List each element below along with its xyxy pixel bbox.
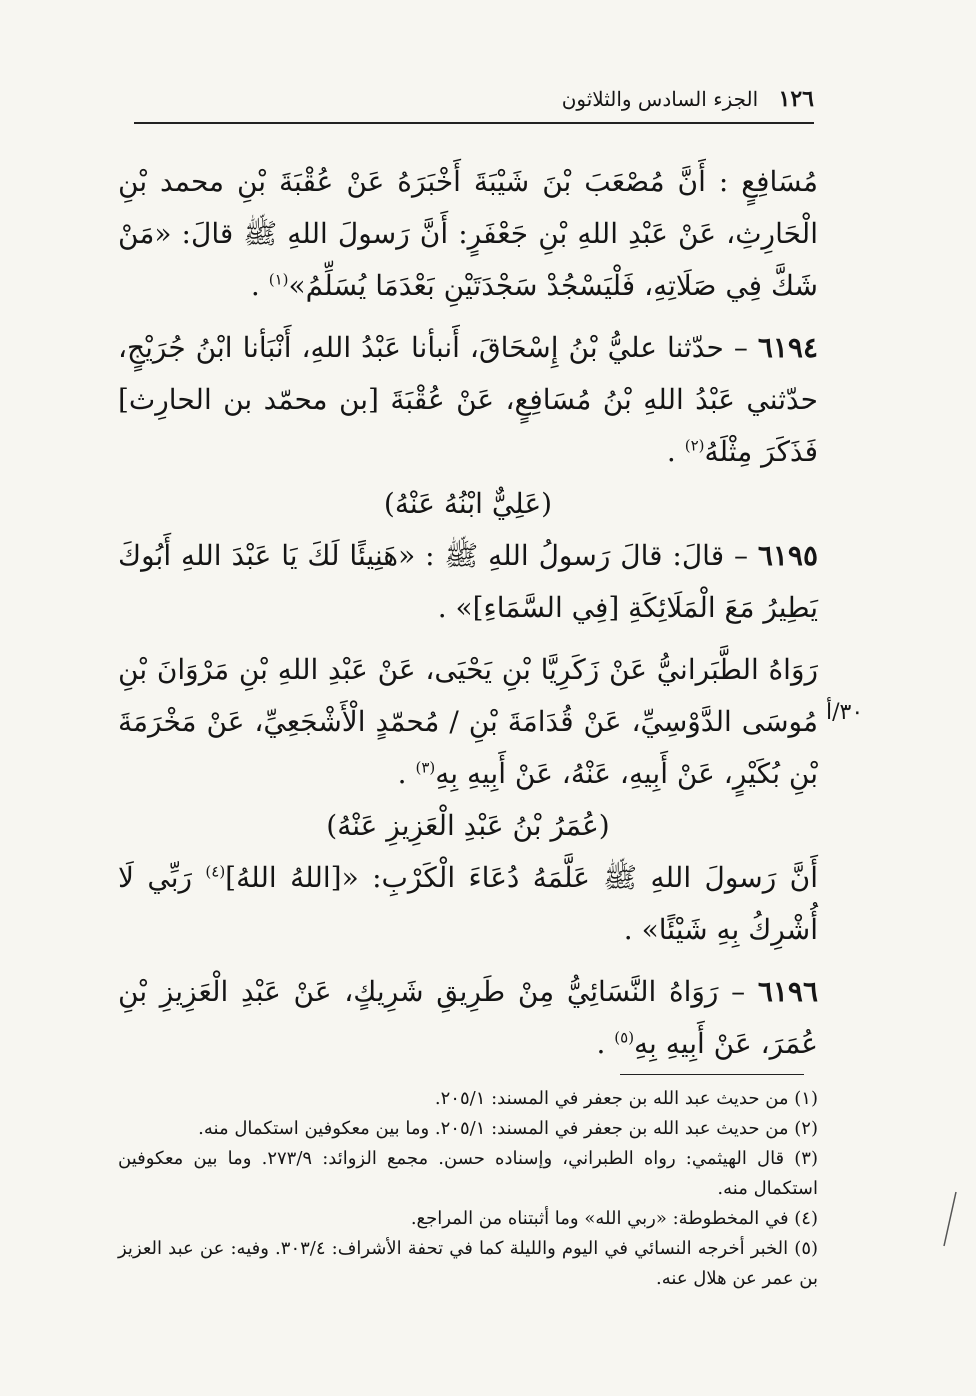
paragraph-text: مُسَافِعٍ : أَنَّ مُصْعَبَ بْنَ شَيْبَةَ أَخْبَرَهُ عَنْ عُقْبَةَ بْنِ محمد بْنِ الْحَارِثِ، عَنْ عَبْدِ اللهِ بْنِ جَعْفَرٍ: أَنَّ رَسولَ اللهِ ﷺ قالَ: «مَنْ شَكَّ فِي صَلَاتِهِ، فَلْيَسْجُدْ سَجْدَتَيْنِ بَعْدَمَا يُسَلِّمُ» (118, 165, 818, 302)
footnote: (٥) الخبر أخرجه النسائي في اليوم والليلة كما في تحفة الأشراف: ٣٠٣/٤. وفيه: عن عبد العزيز بن عمر عن هلال عنه. (118, 1238, 819, 1289)
punctuation: . (596, 1027, 615, 1060)
paragraph-continuation (118, 156, 818, 312)
supplication-paragraph (118, 852, 818, 956)
narration-paragraph (118, 644, 818, 800)
section-heading: (عَلِيٌّ ابْنُهُ عَنْهُ) (383, 487, 553, 520)
hadith-number: ٦١٩٥ (757, 539, 818, 572)
footnote-rule (620, 1074, 804, 1075)
scan-mark (940, 1190, 960, 1250)
running-header (134, 86, 814, 122)
hadith-number: ٦١٩٦ (757, 975, 818, 1008)
hadith-6194 (118, 322, 818, 478)
page-number: ١٢٦ (778, 86, 814, 112)
footnote-ref: (٤) (205, 862, 226, 881)
footnote-ref: (٢) (684, 436, 705, 455)
manuscript-folio-marker: ٣٠/أ (826, 700, 864, 725)
hadith-6195 (118, 530, 818, 634)
narration-text: رَوَاهُ الطَّبَرانيُّ عَنْ زَكَرِيَّا بْنِ يَحْيَى، عَنْ عَبْدِ اللهِ بْنِ مَرْوَانَ بْنِ مُوسَى الدَّوْسِيِّ، عَنْ قُدَامَةَ بْنِ / مُحمّدٍ الْأَشْجَعِيِّ، عَنْ مَخْرَمَةَ بْنِ بُكَيْرٍ، عَنْ أَبِيهِ، عَنْهُ، عَنْ أَبِيهِ بِهِ (118, 653, 818, 790)
hadith-text: – قالَ: قالَ رَسولُ اللهِ ﷺ : «هَنِيئًا لَكَ يَا عَبْدَ اللهِ أَبُوكَ يَطِيرُ مَعَ الْمَلَائِكَةِ [فِي السَّمَاءِ]» . (118, 539, 818, 624)
punctuation: . (250, 269, 269, 302)
header-rule (134, 122, 814, 124)
footnote-ref: (٥) (614, 1028, 635, 1047)
paragraph-text: أَنَّ رَسولَ اللهِ ﷺ عَلَّمَهُ دُعَاءَ الْكَرْبِ: «[اللهُ اللهُ] (225, 861, 819, 894)
footnote: (٢) من حديث عبد الله بن جعفر في المسند: ٢٠٥/١. وما بين معكوفين استكمال منه. (198, 1118, 818, 1139)
footnote-ref: (١) (268, 270, 289, 289)
punctuation: . (666, 435, 685, 468)
footnote: (٣) قال الهيثمي: رواه الطبراني، وإسناده حسن. مجمع الزوائد: ٢٧٣/٩. وما بين معكوفين استكمال منه. (118, 1148, 818, 1199)
section-heading: (عُمَرُ بْنُ عَبْدِ الْعَزِيزِ عَنْهُ) (326, 809, 610, 842)
paragraph-text: رَبِّي لَا أُشْرِكُ بِهِ شَيْئًا» . (118, 861, 818, 946)
hadith-text: – حدّثنا عليُّ بْنُ إِسْحَاقَ، أَنبأنا عَبْدُ اللهِ، أَنْبَأنا ابْنُ جُرَيْجٍ، حدّثني عَبْدُ اللهِ بْنُ مُسَافِعٍ، عَنْ عُقْبَةَ [بن محمّد بن الحارِث] فَذَكَرَ مِثْلَهُ (118, 331, 818, 468)
footnote: (١) من حديث عبد الله بن جعفر في المسند: ٢٠٥/١. (434, 1088, 818, 1109)
footnote: (٤) في المخطوطة: «ربي الله» وما أثبتناه من المراجع. (410, 1208, 818, 1229)
footnote-ref: (٣) (415, 758, 436, 777)
main-text (118, 156, 818, 1070)
hadith-6196 (118, 966, 818, 1070)
punctuation: . (397, 757, 416, 790)
hadith-number: ٦١٩٤ (757, 331, 818, 364)
hadith-text: – رَوَاهُ النَّسَائِيُّ مِنْ طَرِيقِ شَرِيكٍ، عَنْ عَبْدِ الْعَزِيزِ بْنِ عُمَرَ، عَنْ أَبِيهِ بِهِ (118, 975, 818, 1060)
footnotes (118, 1084, 818, 1294)
part-title: الجزء السادس والثلاثون (561, 87, 759, 111)
